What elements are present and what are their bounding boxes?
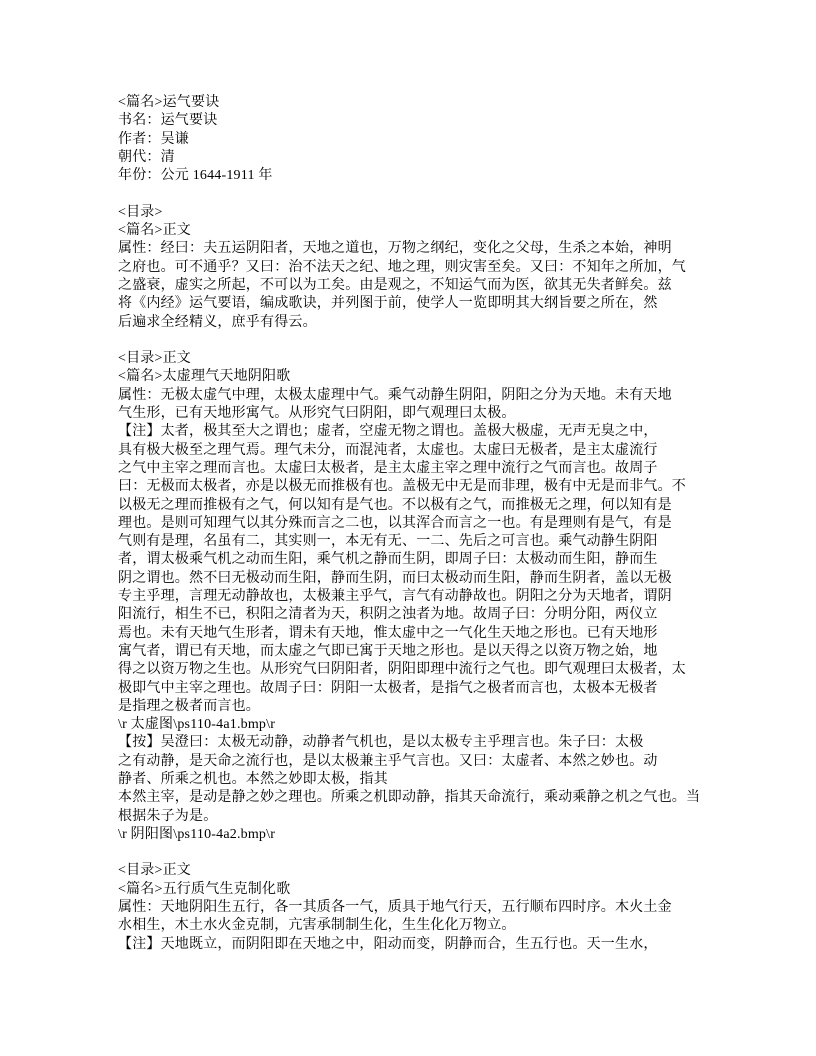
text-line: 得之以资万物之生也。从形究气曰阴阳者，阴阳即理中流行之气也。即气观理曰太极者，太 bbox=[118, 662, 686, 678]
text-line: 之盛衰，虚实之所起，不可以为工矣。由是观之，不知运气而为医，欲其无失者鲜矣。兹 bbox=[118, 277, 672, 293]
toc-tag: <目录>正文 bbox=[118, 351, 191, 367]
text-line: 属性：无极太虚气中理，太极太虚理中气。乘气动静生阴阳，阴阳之分为天地。未有天地 bbox=[118, 387, 672, 403]
image-placeholder-taixu: \r 太虚图\ps110-4a1.bmp\r bbox=[118, 717, 276, 733]
text-line: 本然主宰，是动是静之妙之理也。所乘之机即动静，指其天命流行，乘动乘静之机之气也。当 bbox=[118, 790, 701, 806]
text-line: 阳流行，相生不已，积阳之清者为天，积阴之浊者为地。故周子曰：分明分阳，两仪立 bbox=[118, 607, 658, 623]
dynasty-line: 朝代：清 bbox=[118, 149, 175, 165]
text-line: 【按】吴澄曰：太极无动静，动静者气机也，是以太极专主乎理言也。朱子曰：太极 bbox=[118, 735, 644, 751]
text-line: 之府也。可不通乎？又曰：治不法天之纪、地之理，则灾害至矣。又曰：不知年之所加，气 bbox=[118, 259, 686, 275]
text-line: 静者、所乘之机也。本然之妙即太极，指其 bbox=[118, 771, 388, 787]
text-line: 水相生，木土水火金克制，亢害承制制生化，生生化化万物立。 bbox=[118, 918, 516, 934]
doc-title-tag: <篇名>运气要诀 bbox=[118, 95, 220, 110]
text-line: 专主乎理，言理无动静故也，太极兼主乎气，言气有动静故也。阴阳之分为天地者，谓阴 bbox=[118, 589, 672, 605]
text-line: 理也。是则可知理气以其分殊而言之二也，以其浑合而言之一也。有是理则有是气，有是 bbox=[118, 515, 672, 531]
section-title-tag: <篇名>五行质气生克制化歌 bbox=[118, 881, 291, 897]
taixu-liqi-song-block bbox=[118, 350, 720, 844]
text-line: 具有极大极至之理气焉。理气未分，而混沌者，太虚也。太虚曰无极者，是主太虚流行 bbox=[118, 442, 658, 458]
author-line: 作者：吴谦 bbox=[118, 131, 189, 147]
wuxing-song-block bbox=[118, 862, 720, 953]
text-line: 是指理之极者而言也。 bbox=[118, 698, 260, 714]
text-line: 后遍求全经精义，庶乎有得云。 bbox=[118, 314, 317, 330]
text-line: 焉也。未有天地气生形者，谓未有天地，惟太虚中之一气化生天地之形也。已有天地形 bbox=[118, 625, 658, 641]
text-line: 根据朱子为是。 bbox=[118, 808, 218, 824]
text-line: 将《内经》运气要语，编成歌诀，并列图于前，使学人一览即明其大纲旨要之所在，然 bbox=[118, 296, 658, 312]
toc-tag: <目录> bbox=[118, 204, 163, 220]
text-line: 者，谓太极乘气机之动而生阳，乘气机之静而生阴，即周子曰：太极动而生阳，静而生 bbox=[118, 552, 658, 568]
metadata-block bbox=[118, 94, 720, 185]
section-title-tag: <篇名>正文 bbox=[118, 223, 191, 239]
text-line: 属性：天地阴阳生五行，各一其质各一气，质具于地气行天，五行顺布四时序。木火土金 bbox=[118, 900, 672, 916]
text-line: 【注】天地既立，而阴阳即在天地之中，阳动而变，阴静而合，生五行也。天一生水， bbox=[118, 936, 658, 952]
image-placeholder-yinyang: \r 阴阳图\ps110-4a2.bmp\r bbox=[118, 826, 276, 842]
year-line: 年份：公元 1644-1911 年 bbox=[118, 168, 273, 184]
text-line: 气生形，已有天地形寓气。从形究气曰阴阳，即气观理曰太极。 bbox=[118, 406, 516, 422]
text-line: 曰：无极而太极者，亦是以极无而推极有也。盖极无中无是而非理，极有中无是而非气。不 bbox=[118, 479, 686, 495]
section-title-tag: <篇名>太虚理气天地阴阳歌 bbox=[118, 369, 291, 385]
text-line: 阴之谓也。然不曰无极动而生阳，静而生阴，而曰太极动而生阳，静而生阴者，盖以无极 bbox=[118, 570, 672, 586]
toc-tag: <目录>正文 bbox=[118, 863, 191, 879]
text-line: 以极无之理而推极有之气，何以知有是气也。不以极有之气，而推极无之理，何以知有是 bbox=[118, 497, 672, 513]
text-line: 之气中主宰之理而言也。太虚曰太极者，是主太虚主宰之理中流行之气而言也。故周子 bbox=[118, 460, 658, 476]
zhengwen-intro-block bbox=[118, 204, 720, 332]
text-line: 之有动静，是天命之流行也，是以太极兼主乎气言也。又曰：太虚者、本然之妙也。动 bbox=[118, 753, 658, 769]
text-line: 气则有是理，名虽有二，其实则一，本无有无、一二、先后之可言也。乘气动静生阴阳 bbox=[118, 534, 658, 550]
text-line: 寓气者，谓已有天地，而太虚之气即已寓于天地之形也。是以天得之以资万物之始，地 bbox=[118, 643, 658, 659]
text-line: 极即气中主宰之理也。故周子曰：阴阳一太极者，是指气之极者而言也，太极本无极者 bbox=[118, 680, 658, 696]
text-line: 【注】太者，极其至大之谓也；虚者，空虚无物之谓也。盖极大极虚，无声无臭之中， bbox=[118, 424, 658, 440]
book-name-line: 书名：运气要诀 bbox=[118, 113, 218, 129]
text-line: 属性：经曰：夫五运阴阳者，天地之道也，万物之纲纪，变化之父母，生杀之本始，神明 bbox=[118, 241, 672, 257]
